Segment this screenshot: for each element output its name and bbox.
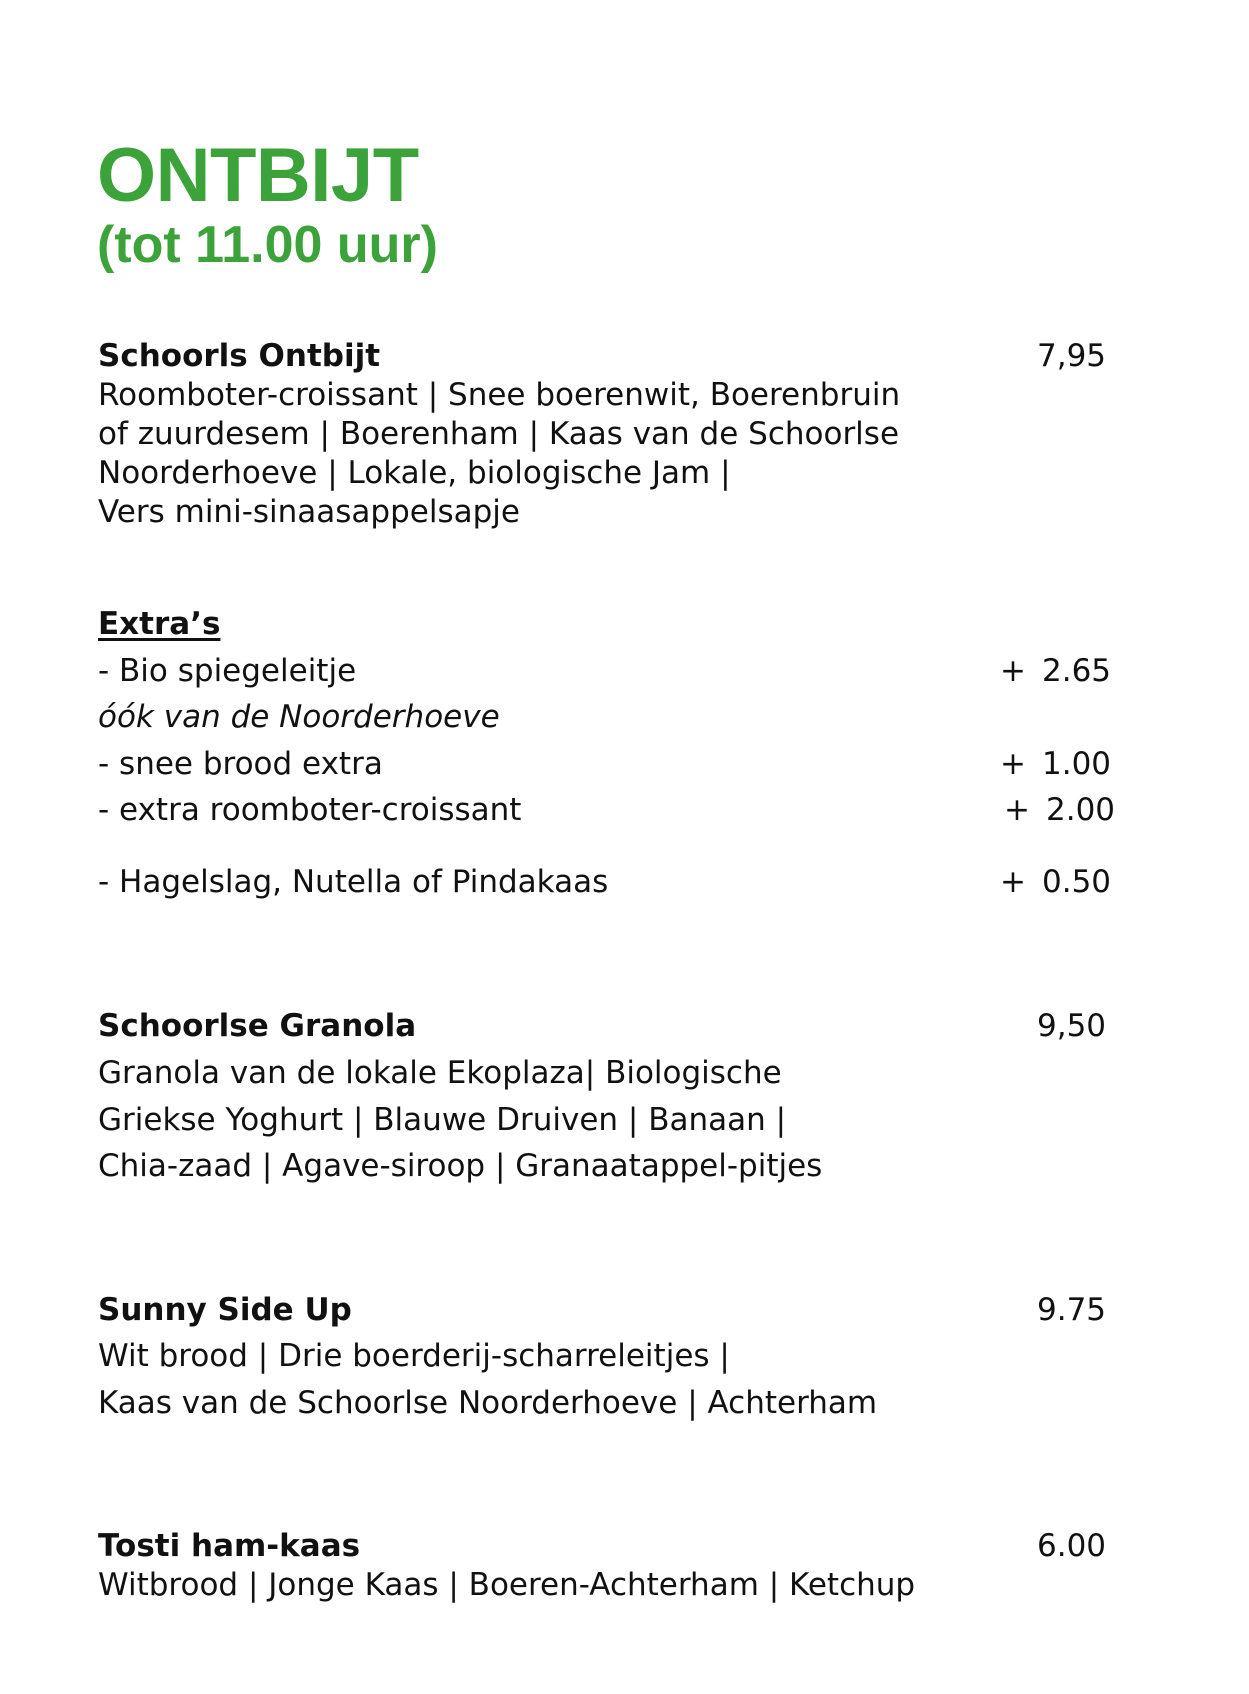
item-description-line: Witbrood | Jonge Kaas | Boeren-Achterham | Ketchup — [98, 1567, 916, 1603]
extra-item-label: - Hagelslag, Nutella of Pindakaas — [98, 864, 609, 900]
extra-item-price: 1.00 — [1042, 746, 1112, 782]
plus-sign: + — [1000, 864, 1026, 900]
plus-sign: + — [1000, 746, 1026, 782]
item-description-line: Wit brood | Drie boerderij-scharreleitjes | — [98, 1338, 730, 1374]
item-price: 9.75 — [1037, 1292, 1107, 1328]
extra-item-price: 2.65 — [1042, 653, 1112, 689]
plus-sign: + — [1004, 792, 1030, 828]
extra-item-label: - Bio spiegeleitje — [98, 653, 357, 689]
item-name: Sunny Side Up — [98, 1292, 352, 1328]
item-price: 9,50 — [1037, 1008, 1107, 1044]
item-description-line: Griekse Yoghurt | Blauwe Druiven | Banaan | — [98, 1102, 787, 1138]
page-title: ONTBIJT — [97, 133, 419, 218]
extras-heading: Extra’s — [98, 606, 221, 642]
item-description-line: Kaas van de Schoorlse Noorderhoeve | Achterham — [98, 1385, 878, 1421]
extra-item-label: - extra roomboter-croissant — [98, 792, 522, 828]
plus-sign: + — [1000, 653, 1026, 689]
item-name: Schoorlse Granola — [98, 1008, 417, 1044]
page-subtitle: (tot 11.00 uur) — [97, 216, 438, 274]
item-name: Schoorls Ontbijt — [98, 338, 381, 374]
item-description-line: Granola van de lokale Ekoplaza| Biologische — [98, 1055, 782, 1091]
item-description-line: Roomboter-croissant | Snee boerenwit, Boerenbruin — [98, 377, 901, 413]
extra-item-note: óók van de Noorderhoeve — [98, 699, 500, 735]
item-price: 6.00 — [1037, 1528, 1107, 1564]
extra-item-price: 2.00 — [1046, 792, 1116, 828]
item-description-line: Chia-zaad | Agave-siroop | Granaatappel-pitjes — [98, 1148, 823, 1184]
extra-item-price: 0.50 — [1042, 864, 1112, 900]
item-description-line: Noorderhoeve | Lokale, biologische Jam | — [98, 455, 731, 491]
item-description-line: Vers mini-sinaasappelsapje — [98, 494, 520, 530]
item-description-line: of zuurdesem | Boerenham | Kaas van de Schoorlse — [98, 416, 900, 452]
item-price: 7,95 — [1037, 338, 1107, 374]
item-name: Tosti ham-kaas — [98, 1528, 361, 1564]
extra-item-label: - snee brood extra — [98, 746, 383, 782]
